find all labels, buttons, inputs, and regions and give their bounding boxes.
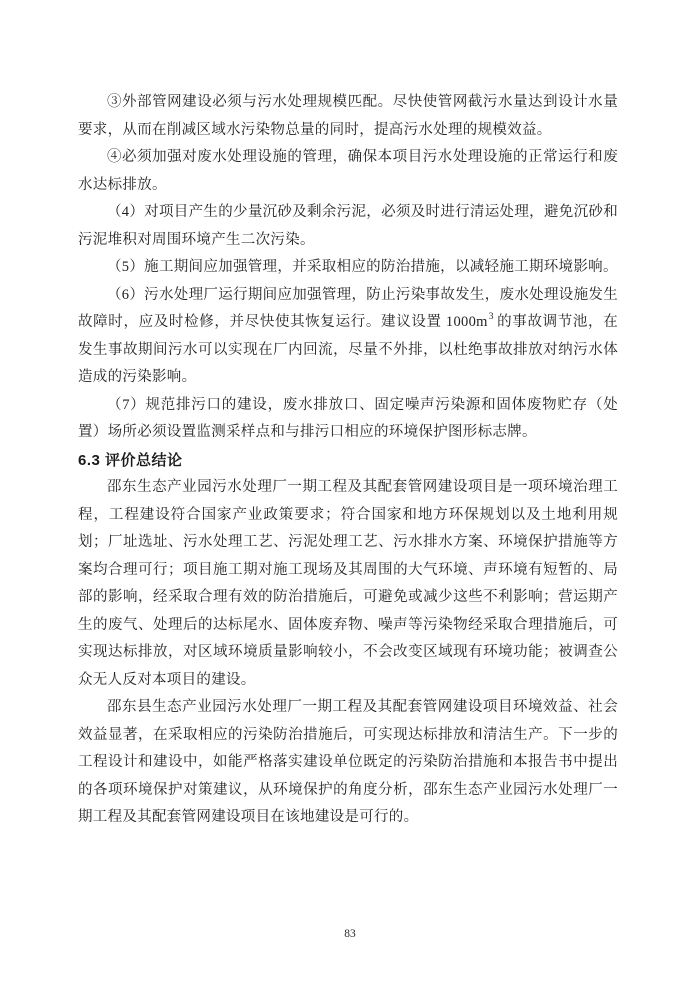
paragraph-construction-period: （5）施工期间应加强管理，并采取相应的防治措施，以减轻施工期环境影响。: [107, 259, 618, 275]
paragraph-accident-tank-text-before: （6）污水处理厂运行期间应加强管理，防止污染事故发生，废水处理设施发生故障时，应及时检修，并尽快使其恢复运行。建议设置 1000m: [78, 286, 618, 330]
page-content: [78, 89, 618, 832]
page-footer: [0, 924, 700, 942]
section-heading: 6.3 评价总结论: [78, 451, 183, 469]
paragraph-pipe-network: ③外部管网建设必须与污水处理规模匹配。尽快使管网截污水量达到设计水量要求，从而在削减区域水污染物总量的同时，提高污水处理的规模效益。: [78, 94, 618, 138]
cubic-meter-superscript: 3: [488, 312, 494, 323]
paragraph-feasibility-conclusion: 邵东县生态产业园污水处理厂一期工程及其配套管网建设项目环境效益、社会效益显著，在采取相应的污染防治措施后，可实现达标排放和清洁生产。下一步的工程设计和建设中，如能严格落实建设单位既定的污染防治措施和本报告书中提出的各项环境保护对策建议，从环境保护的角度分析，邵东生态产业园污水处理厂一期工程及其配套管网建设项目在该地建设是可行的。: [78, 699, 618, 825]
paragraph-facility-management: ④必须加强对废水处理设施的管理，确保本项目污水处理设施的正常运行和废水达标排放。: [78, 149, 618, 193]
paragraph-outfall-signage: （7）规范排污口的建设，废水排放口、固定噪声污染源和固体废物贮存（处置）场所必须设置监测采样点和与排污口相应的环境保护图形标志牌。: [78, 396, 618, 440]
paragraph-overall-conclusion: 邵东生态产业园污水处理厂一期工程及其配套管网建设项目是一项环境治理工程，工程建设符合国家产业政策要求；符合国家和地方环保规划以及土地利用规划；厂址选址、污水处理工艺、污泥处理工艺、污水排水方案、环境保护措施等方案均合理可行；项目施工期对施工现场及其周围的大气环境、声环境有短暂的、局部的影响，经采取合理有效的防治措施后，可避免或减少这些不利影响；营运期产生的废气、处理后的达标尾水、固体废弃物、噪声等污染物经采取合理措施后，可实现达标排放，对区域环境质量影响较小，不会改变区域现有环境功能；被调查公众无人反对本项目的建设。: [78, 479, 618, 688]
paragraph-accident-tank-text-after: 的事故调节池，在发生事故期间污水可以实现在厂内回流，尽量不外排，以杜绝事故排放对纳污水体造成的污染影响。: [78, 314, 618, 385]
page-number: 83: [344, 928, 356, 940]
paragraph-sludge-disposal: （4）对项目产生的少量沉砂及剩余污泥，必须及时进行清运处理，避免沉砂和污泥堆积对周围环境产生二次污染。: [78, 204, 618, 248]
paragraph-accident-tank: [78, 282, 618, 392]
